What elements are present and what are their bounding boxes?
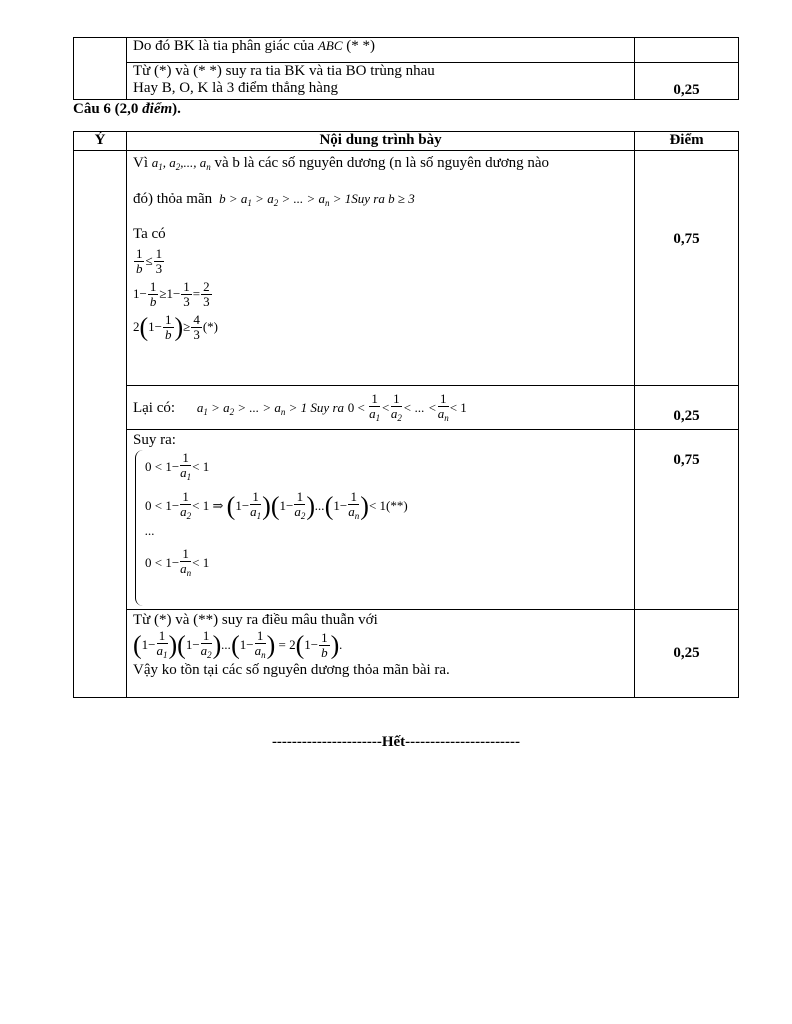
text: Vậy ko tồn tại các số nguyên dương thỏa mãn bài ra. (132, 662, 450, 678)
heading-italic: điểm (142, 101, 173, 117)
formula: 0 < 1− $\frac{1}{a_1}$ < 1 (144, 450, 210, 482)
header-points: Điểm (635, 132, 739, 151)
content-cell (126, 610, 634, 698)
empty-cell (74, 151, 127, 698)
heading-end: ). (172, 101, 181, 117)
content-cell (126, 38, 634, 63)
content-cell: Vì $a_1$, $a_2$,..., $a_n$ và b là các số nguyên dương (n là số nguyên dương nào đó) thỏa mãn $b > a_1 > a_2$ > ... > $a_n > 1Suy$ ra b ≥ 3 Ta có $\frac{1}{b}$ ≤ $\frac{1}{3}$ 1− $\frac{1}{b}$ ≥1− $\frac{1}{3}$ = $\frac{2}{3}$ 2(1− $\frac{1}{b}$ )≥ $\frac{4}{3}$ (*) (126, 151, 634, 386)
text-line: Hay B, O, K là 3 điểm thẳng hàng (132, 80, 338, 96)
text: Lại có: (132, 399, 176, 416)
text: Suy ra (351, 191, 385, 206)
text: Ta có (132, 226, 166, 242)
text: Suy ra: (132, 432, 176, 448)
text-line: Từ (*) và (* *) suy ra tia BK và tia BO trùng nhau (132, 63, 435, 79)
text: Do đó BK là tia phân giác của (132, 38, 315, 54)
previous-solution-table (73, 37, 739, 100)
text: và b là các số nguyên dương (n là số nguyên dương nào (214, 155, 550, 171)
header-y: Ý (74, 132, 127, 151)
angle-abc: $\overline{ABC}$ (317, 38, 343, 53)
text: Vì (132, 155, 148, 171)
header-content: Nội dung trình bày (126, 132, 634, 151)
left-brace (135, 450, 144, 606)
text: đó) thỏa mãn (132, 191, 213, 207)
text: (* *) (346, 38, 375, 54)
points-cell: 0,25 (635, 610, 739, 698)
end-marker: ----------------------Hết----------------------- (271, 734, 521, 750)
content-cell (126, 430, 634, 610)
content-cell: Lại có: $a_1 > a_2$ > ... > $a_n > 1$ Suy ra 0 < $\frac{1}{a_1}$ < $\frac{1}{a_2}$ < ... < $\frac{1}{a_n}$ < 1 (126, 386, 634, 430)
formula: 0 < 1− $\frac{1}{a_n}$ < 1 (144, 546, 210, 578)
formula: $\frac{1}{b}$ ≤ $\frac{1}{3}$ (135, 246, 163, 276)
heading-label: Câu 6 (2,0 (73, 101, 139, 117)
empty-cell (74, 38, 127, 100)
points-cell (635, 38, 739, 63)
text: Từ (*) và (**) suy ra điều mâu thuẫn với (132, 612, 378, 628)
points-cell: 0,25 (635, 386, 739, 430)
text: Suy ra (310, 399, 345, 415)
solution-table (73, 131, 739, 698)
formula: 0 < 1− $\frac{1}{a_2}$ < 1 ⇒ (1− $\frac{1}{a_1}$ )(1− $\frac{1}{a_2}$ )...(1− $\frac{1}{a_n}$ )< 1(**) (144, 489, 408, 521)
content-cell (126, 63, 634, 100)
points-cell: 0,75 (635, 430, 739, 610)
formula: ... (144, 523, 155, 538)
formula: 2(1− $\frac{1}{b}$ )≥ $\frac{4}{3}$ (*) (132, 312, 218, 342)
question-heading (73, 101, 181, 118)
points-cell: 0,25 (635, 63, 739, 100)
points-cell: 0,75 (635, 151, 739, 386)
formula: 1− $\frac{1}{b}$ ≥1− $\frac{1}{3}$ = $\frac{2}{3}$ (132, 279, 210, 309)
formula: (1− $\frac{1}{a_1}$ )(1− $\frac{1}{a_2}$ )...(1− $\frac{1}{a_n}$ ) = 2(1− $\frac{1}{b}$ ). (132, 628, 343, 660)
